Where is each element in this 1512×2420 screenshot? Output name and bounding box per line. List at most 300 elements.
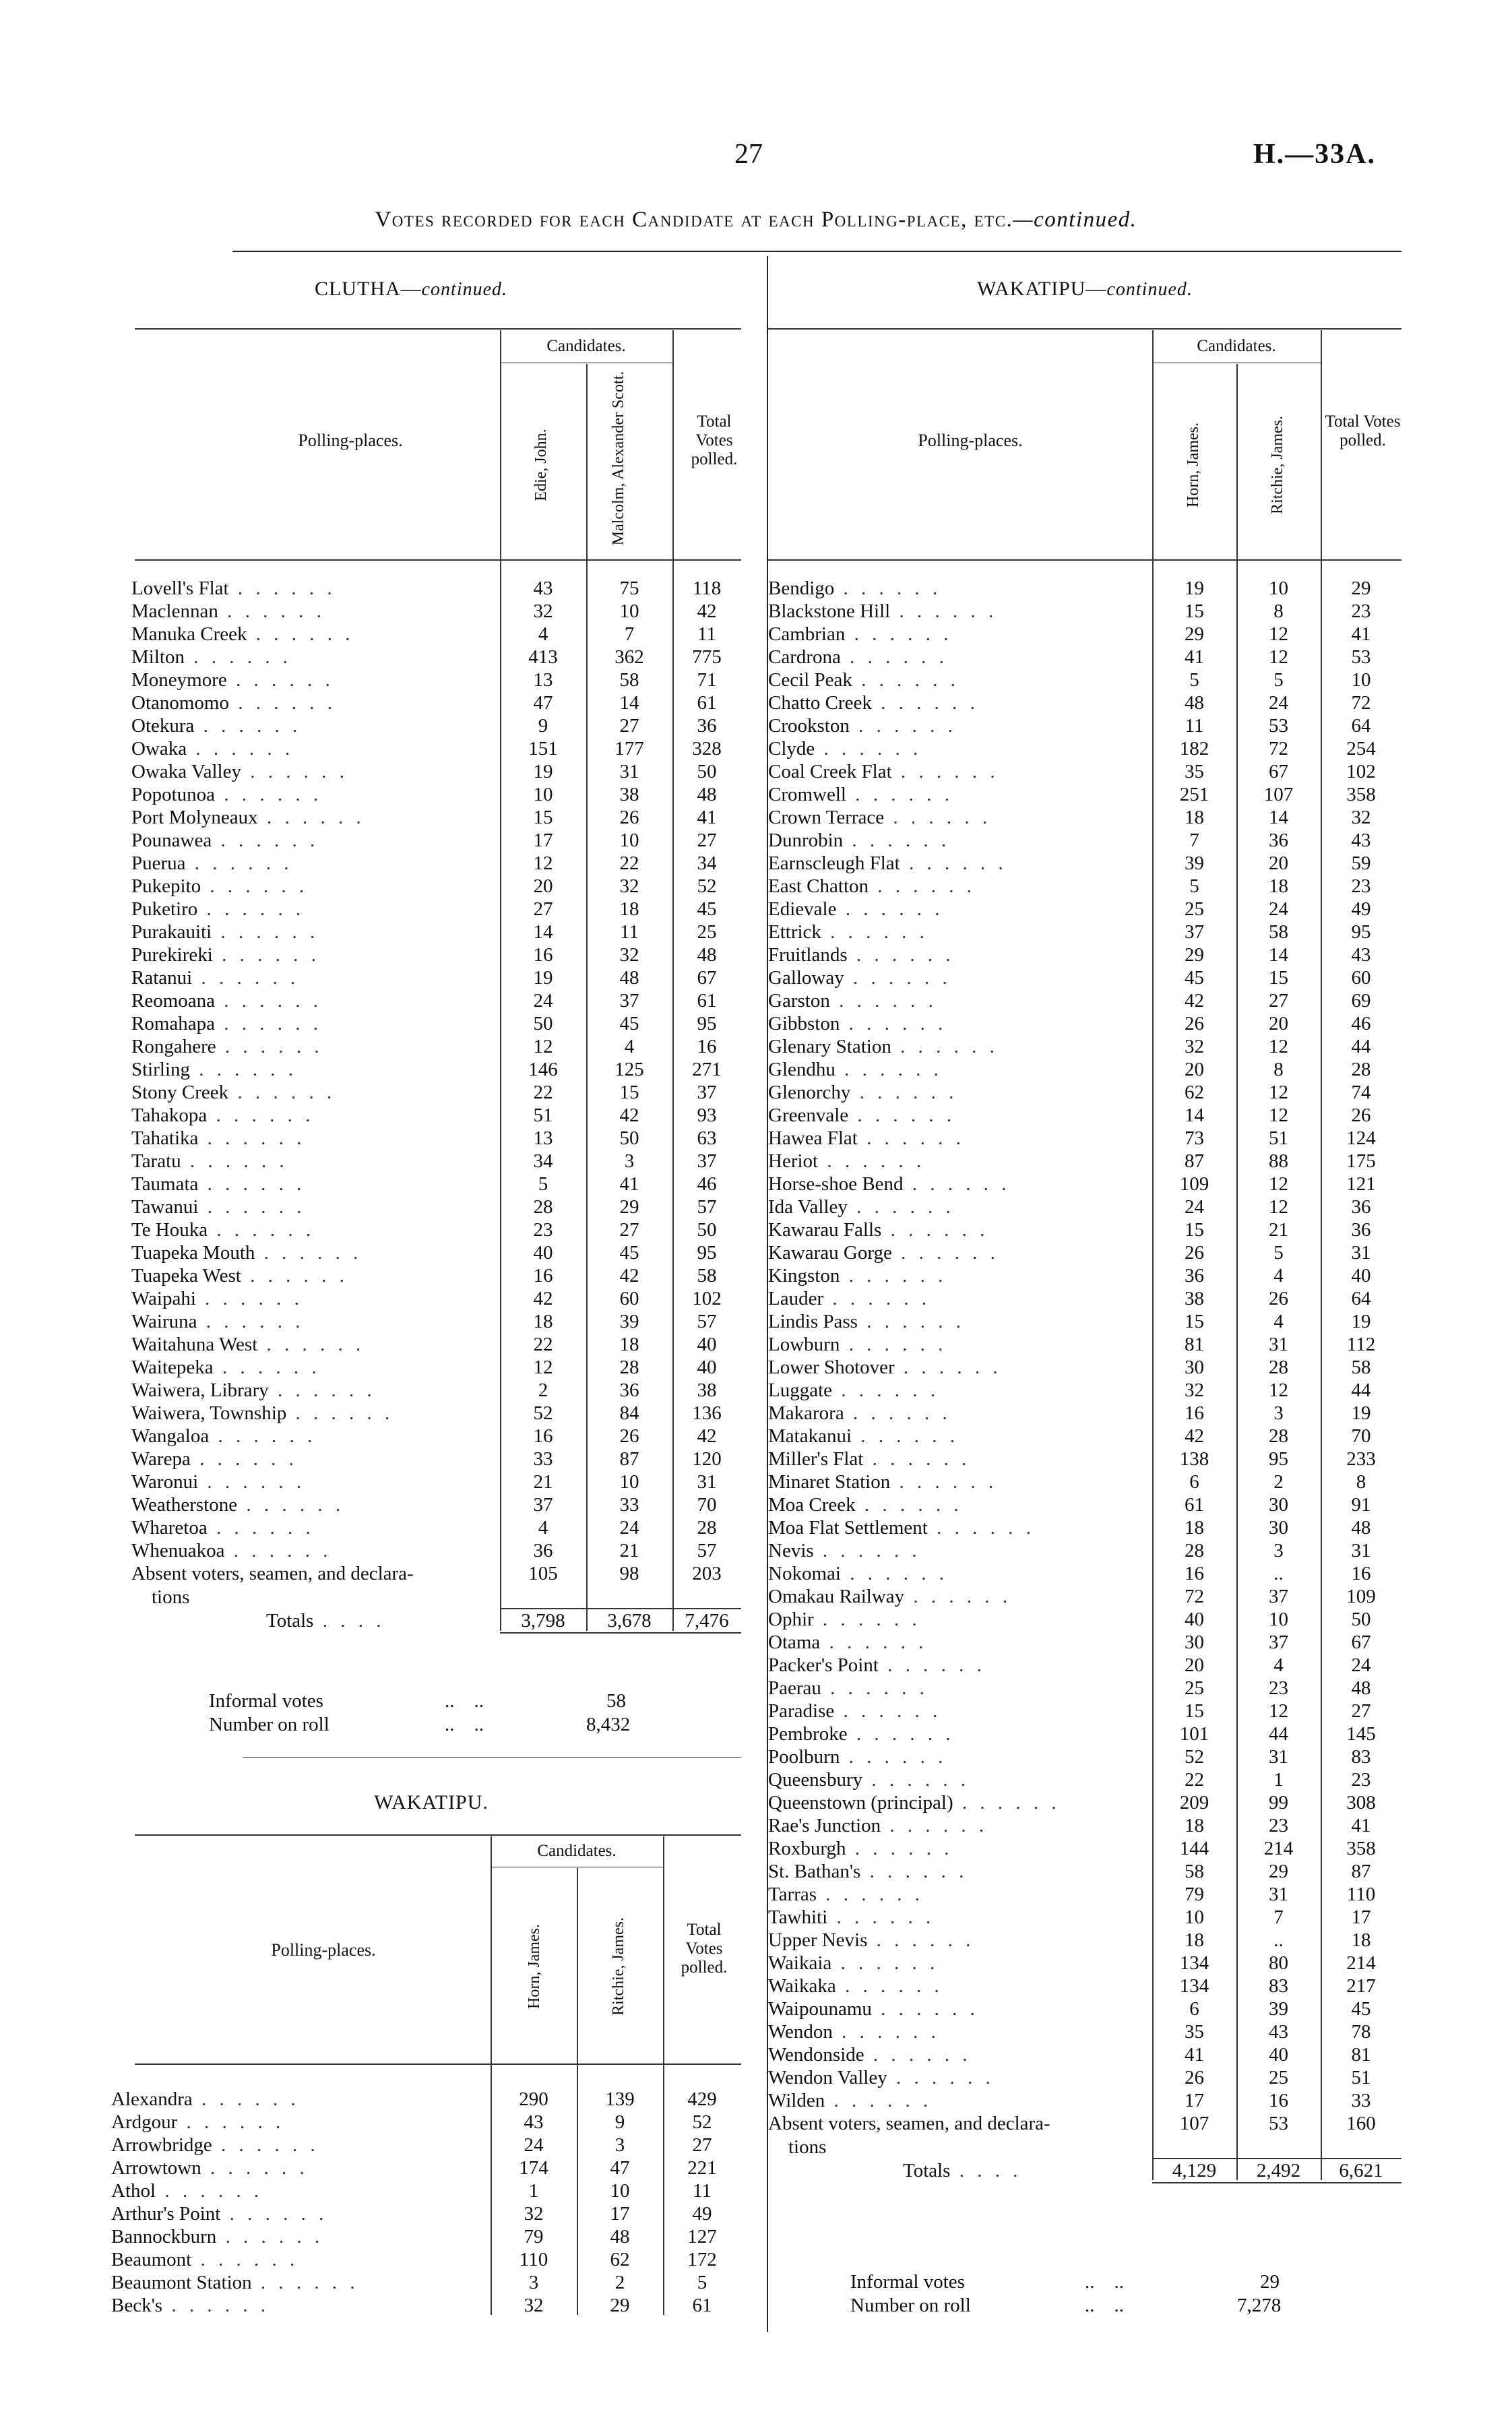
- totals-candidate-1: 3,798: [500, 1609, 586, 1633]
- candidate-1-votes: 28: [1185, 1540, 1204, 1561]
- polling-place: [131, 1539, 500, 1562]
- total-votes: 33: [1351, 2090, 1371, 2111]
- wakatipu-cont-candidate-1: Horn, James.: [1185, 423, 1202, 507]
- total-votes: 61: [697, 990, 717, 1012]
- polling-place: [768, 1539, 1152, 1562]
- clutha-informal-value: 58: [606, 1690, 626, 1712]
- polling-place-name: Poolburn: [768, 1746, 840, 1768]
- totals-label: [131, 1609, 500, 1633]
- polling-place-name: Lauder: [768, 1288, 824, 1309]
- table-row: [131, 1539, 741, 1562]
- dot-leader: . . . . . .: [836, 1975, 943, 1997]
- wakatipu-cont-total-label: Total Votes polled.: [1325, 412, 1401, 449]
- candidate-2-votes: 30: [1269, 1517, 1288, 1539]
- absent-voters-label: Absent voters, seamen, and declara-: [768, 2113, 1050, 2134]
- table-row: [768, 1975, 1401, 1997]
- polling-place: [768, 1906, 1152, 1929]
- dot-leader: . . . . . .: [857, 1127, 965, 1149]
- candidate-1-votes: 18: [533, 1311, 553, 1332]
- candidate-1-votes: 251: [1179, 784, 1209, 805]
- polling-place-name: Waikaka: [768, 1975, 836, 1997]
- polling-place: [768, 1196, 1152, 1218]
- dot-leader: . . . . . .: [255, 1242, 363, 1264]
- candidate-2-votes: 32: [619, 944, 639, 966]
- table-row: [768, 1104, 1401, 1127]
- wakatipu-cont-header-top-rule: [768, 328, 1401, 330]
- table-row: [131, 1127, 741, 1150]
- polling-place: [131, 1470, 500, 1493]
- candidate-1-votes: 182: [1179, 738, 1209, 759]
- candidate-2-votes: 31: [1269, 1884, 1288, 1905]
- polling-place-name: Waikaia: [768, 1952, 832, 1974]
- table-row: [131, 966, 741, 989]
- table-row: [768, 1700, 1401, 1723]
- candidate-2-votes: 26: [619, 1425, 639, 1447]
- polling-place-name: Moneymore: [131, 669, 227, 691]
- table-row: [768, 760, 1401, 783]
- polling-place: [768, 1356, 1152, 1379]
- candidate-1-votes: 134: [1179, 1975, 1209, 1997]
- candidate-1-votes: 5: [1189, 669, 1199, 691]
- table-row: [768, 1860, 1401, 1883]
- candidate-2-votes: 2: [615, 2272, 625, 2293]
- polling-place: [768, 1333, 1152, 1356]
- polling-place: [768, 2020, 1152, 2043]
- total-votes: 28: [697, 1517, 717, 1539]
- polling-place-name: Luggate: [768, 1379, 833, 1401]
- polling-place: [768, 829, 1152, 852]
- candidate-2-votes: 44: [1269, 1723, 1288, 1745]
- polling-place: [131, 943, 500, 966]
- absent-candidate-1: 107: [1179, 2113, 1209, 2134]
- total-votes: 91: [1351, 1494, 1371, 1516]
- table-row: [768, 1150, 1401, 1173]
- dot-leader: . . . . . .: [844, 1402, 951, 1424]
- dot-leader: . . . . . .: [903, 1173, 1011, 1195]
- table-row: [131, 1150, 741, 1173]
- candidate-1-votes: 20: [533, 875, 553, 897]
- candidate-2-votes: 22: [619, 852, 639, 874]
- total-votes: 31: [1351, 1540, 1371, 1561]
- total-votes: 61: [697, 692, 717, 714]
- polling-place: [768, 1058, 1152, 1081]
- candidate-2-votes: 53: [1269, 715, 1288, 737]
- table-row: [111, 2157, 741, 2179]
- dot-leader: . . . . . .: [852, 669, 959, 691]
- table-row: [131, 1104, 741, 1127]
- table-row: [111, 2111, 741, 2134]
- polling-place-name: Ratanui: [131, 967, 193, 989]
- absent-voters-row-cont: [768, 2135, 1401, 2159]
- table-row: [131, 600, 741, 623]
- candidate-1-votes: 16: [533, 1265, 553, 1286]
- empty-cell: [1321, 2135, 1401, 2159]
- table-row: [768, 1654, 1401, 1677]
- total-votes: 271: [692, 1059, 722, 1080]
- polling-place: [768, 1883, 1152, 1906]
- clutha-header-top-rule: [135, 328, 741, 330]
- candidate-1-votes: 34: [533, 1150, 553, 1172]
- dot-leader: . . . . . .: [840, 1013, 947, 1034]
- candidate-2-votes: 41: [619, 1173, 639, 1195]
- dot-leader: . . . . . .: [815, 738, 922, 759]
- total-votes: 254: [1346, 738, 1376, 759]
- total-votes: 102: [1346, 761, 1376, 782]
- polling-place-name: Ardgour: [111, 2111, 178, 2133]
- total-votes: 127: [687, 2226, 717, 2247]
- candidate-1-votes: 14: [1185, 1105, 1204, 1126]
- candidate-2-votes: 24: [1269, 898, 1288, 920]
- polling-place-name: Manuka Creek: [131, 623, 247, 645]
- total-votes: 429: [687, 2088, 717, 2110]
- candidate-2-votes: 32: [619, 875, 639, 897]
- candidate-2-votes: 10: [1269, 578, 1288, 599]
- dot-leader: . . . . . .: [840, 646, 948, 668]
- clutha-header-bottom-rule: [135, 559, 741, 561]
- polling-place: [768, 852, 1152, 875]
- polling-place: [131, 875, 500, 898]
- candidate-2-votes: 29: [619, 1196, 639, 1218]
- total-votes: 5: [697, 2272, 707, 2293]
- candidate-1-votes: 26: [1185, 2067, 1204, 2088]
- dot-leader: . . . . . .: [829, 990, 937, 1012]
- dot-leader: . . . . . .: [228, 1082, 336, 1103]
- polling-place-name: Arthur's Point: [111, 2203, 221, 2225]
- candidate-2-votes: 8: [1273, 1059, 1284, 1080]
- dot-leader: . . . . . .: [201, 2157, 309, 2179]
- candidate-2-votes: 125: [615, 1059, 644, 1080]
- dot-leader: . . . . . .: [228, 578, 336, 599]
- candidate-1-votes: 12: [533, 1357, 553, 1378]
- table-row: [131, 852, 741, 875]
- polling-place-name: Warepa: [131, 1448, 191, 1470]
- clutha-polling-label: Polling-places.: [298, 431, 403, 450]
- candidate-1-votes: 10: [533, 784, 553, 805]
- candidate-2-votes: 4: [1273, 1311, 1284, 1332]
- candidate-1-votes: 36: [1185, 1265, 1204, 1286]
- dot-leader: . . . . . .: [847, 944, 955, 966]
- dot-leader: . . . . . .: [836, 898, 944, 920]
- table-row: [768, 737, 1401, 760]
- candidate-2-votes: 12: [1269, 623, 1288, 645]
- table-row: [131, 1196, 741, 1218]
- polling-place-name: Upper Nevis: [768, 1929, 868, 1951]
- table-row: [131, 1012, 741, 1035]
- candidate-2-votes: 7: [624, 623, 635, 645]
- total-votes: 36: [1351, 1219, 1371, 1241]
- total-votes: 102: [692, 1288, 722, 1309]
- polling-place: [111, 2157, 491, 2179]
- dot-leader: . . . . . .: [212, 944, 320, 966]
- polling-place: [768, 1241, 1152, 1264]
- polling-place: [768, 1287, 1152, 1310]
- dot-leader: . . . . . .: [216, 2226, 324, 2247]
- dot-leader: . . . . . .: [848, 1105, 956, 1126]
- absent-candidate-2: 98: [619, 1563, 639, 1584]
- polling-place-name: Athol: [111, 2180, 156, 2202]
- table-row: [131, 1058, 741, 1081]
- polling-place-name: Puerua: [131, 852, 186, 874]
- table-row: [768, 1058, 1401, 1081]
- dot-leader: . . . . . .: [904, 1586, 1012, 1607]
- polling-place-name: Crookston: [768, 715, 850, 737]
- candidate-2-votes: 12: [1269, 1082, 1288, 1103]
- total-votes: 50: [697, 761, 717, 782]
- totals-text: Totals: [903, 2160, 951, 2181]
- polling-place-name: Waronui: [131, 1471, 199, 1493]
- total-votes: 49: [1351, 898, 1371, 920]
- polling-place-name: Cambrian: [768, 623, 846, 645]
- polling-place: [768, 1402, 1152, 1425]
- candidate-2-votes: 21: [619, 1540, 639, 1561]
- total-votes: 40: [1351, 1265, 1371, 1286]
- total-votes: 328: [692, 738, 722, 759]
- candidate-1-votes: 35: [1185, 2021, 1204, 2043]
- table-row: [768, 1493, 1401, 1516]
- candidate-1-votes: 15: [1185, 1311, 1204, 1332]
- candidate-2-votes: 107: [1263, 784, 1294, 805]
- candidate-2-votes: 42: [619, 1265, 639, 1286]
- total-votes: 87: [1351, 1861, 1371, 1882]
- dot-leader: . . . . . .: [927, 1517, 1035, 1539]
- total-votes: 36: [1351, 1196, 1371, 1218]
- polling-place-name: Fruitlands: [768, 944, 848, 966]
- table-row: [131, 943, 741, 966]
- candidate-1-votes: 25: [1185, 898, 1204, 920]
- table-row: [768, 1585, 1401, 1608]
- polling-place: [768, 898, 1152, 921]
- table-row: [768, 669, 1401, 691]
- polling-place: [131, 1516, 500, 1539]
- table-row: [768, 600, 1401, 623]
- candidate-2-votes: 20: [1269, 1013, 1288, 1034]
- candidate-1-votes: 41: [1185, 2044, 1204, 2066]
- table-row: [131, 714, 741, 737]
- dot-leader: . . . . . .: [843, 830, 951, 851]
- polling-place-name: Arrowbridge: [111, 2134, 212, 2156]
- polling-place: [131, 1058, 500, 1081]
- page-title: [0, 208, 1512, 232]
- total-votes: 214: [1346, 1952, 1376, 1974]
- total-votes: 217: [1346, 1975, 1376, 1997]
- polling-place: [131, 1127, 500, 1150]
- totals-all: 6,621: [1321, 2159, 1401, 2183]
- candidate-2-votes: 10: [619, 830, 639, 851]
- polling-place-name: Owaka: [131, 738, 187, 759]
- dot-leader: . . . . . .: [192, 2088, 300, 2110]
- total-votes: 48: [697, 944, 717, 966]
- candidate-2-votes: 58: [619, 669, 639, 691]
- table-row: [768, 1677, 1401, 1700]
- polling-place: [768, 1081, 1152, 1104]
- polling-place: [768, 1310, 1152, 1333]
- dot-leader: . . . . . .: [190, 1059, 298, 1080]
- dot-leader: . . . . . .: [197, 1311, 305, 1332]
- dot-leader: . . . . . .: [257, 1334, 365, 1355]
- total-votes: 32: [1351, 807, 1371, 828]
- dot-leader: . . . . . .: [840, 1563, 948, 1584]
- absent-voters-label-cont: tions: [788, 2136, 827, 2158]
- candidate-1-votes: 40: [533, 1242, 553, 1264]
- polling-place: [131, 921, 500, 943]
- total-votes: 59: [1351, 852, 1371, 874]
- candidate-2-votes: 20: [1269, 852, 1288, 874]
- total-votes: 27: [692, 2134, 712, 2156]
- polling-place-name: Weatherstone: [131, 1494, 238, 1516]
- total-votes: 172: [687, 2249, 717, 2270]
- candidate-2-votes: 39: [1269, 1998, 1288, 2020]
- polling-place: [768, 600, 1152, 623]
- table-row: [768, 1562, 1401, 1585]
- total-votes: 95: [697, 1242, 717, 1264]
- table-row: [768, 829, 1401, 852]
- table-row: [111, 2088, 741, 2111]
- page-number: 27: [734, 139, 763, 170]
- dot-leader: . . . . . .: [209, 1425, 317, 1447]
- table-row: [131, 1356, 741, 1379]
- candidate-1-votes: 12: [533, 852, 553, 874]
- candidate-1-votes: 18: [1185, 807, 1204, 828]
- polling-place: [131, 1379, 500, 1402]
- table-row: [131, 737, 741, 760]
- candidate-1-votes: 42: [1185, 990, 1204, 1012]
- table-row: [768, 2066, 1401, 2089]
- candidate-1-votes: 50: [533, 1013, 553, 1034]
- table-row: [131, 1402, 741, 1425]
- table-row: [131, 1333, 741, 1356]
- candidate-2-votes: 37: [619, 990, 639, 1012]
- table-row: [768, 921, 1401, 943]
- table-row: [111, 2294, 741, 2317]
- candidate-1-votes: 52: [533, 1402, 553, 1424]
- total-votes: 52: [692, 2111, 712, 2133]
- candidate-2-votes: 67: [1269, 761, 1288, 782]
- polling-place: [131, 806, 500, 829]
- polling-place-name: Cecil Peak: [768, 669, 852, 691]
- candidate-1-votes: 79: [524, 2226, 544, 2247]
- candidate-2-votes: 26: [619, 807, 639, 828]
- total-votes: 67: [1351, 1632, 1371, 1653]
- polling-place-name: Paerau: [768, 1677, 821, 1699]
- table-row: [768, 852, 1401, 875]
- polling-place: [768, 2066, 1152, 2089]
- candidate-2-votes: 29: [1269, 1861, 1288, 1882]
- candidate-2-votes: 24: [1269, 692, 1288, 714]
- candidate-1-votes: 413: [528, 646, 558, 668]
- wakatipu-cont-polling-label: Polling-places.: [918, 431, 1023, 450]
- polling-place: [768, 737, 1152, 760]
- table-row: [768, 1333, 1401, 1356]
- polling-place: [131, 1104, 500, 1127]
- clutha-roll-label: Number on roll: [209, 1714, 329, 1735]
- polling-place-name: Nevis: [768, 1540, 814, 1561]
- total-votes: 44: [1351, 1036, 1371, 1057]
- table-row: [131, 669, 741, 691]
- polling-place: [131, 1264, 500, 1287]
- candidate-2-votes: 18: [619, 1334, 639, 1355]
- total-votes: 16: [697, 1036, 717, 1057]
- polling-place-name: Port Molyneaux: [131, 807, 258, 828]
- polling-place-name: Chatto Creek: [768, 692, 872, 714]
- polling-place: [131, 691, 500, 714]
- table-row: [131, 1241, 741, 1264]
- polling-place-name: Roxburgh: [768, 1838, 846, 1859]
- candidate-1-votes: 87: [1185, 1150, 1204, 1172]
- totals-row: [768, 2159, 1401, 2183]
- polling-place-name: Heriot: [768, 1150, 819, 1172]
- polling-place-name: Owaka Valley: [131, 761, 241, 782]
- candidate-2-votes: 14: [1269, 807, 1288, 828]
- table-row: [768, 1929, 1401, 1952]
- total-votes: 31: [1351, 1242, 1371, 1264]
- polling-place: [768, 1562, 1152, 1585]
- polling-place: [131, 1425, 500, 1448]
- polling-place-name: Pounawea: [131, 830, 212, 851]
- dot-leader: . . . . . .: [208, 1219, 315, 1241]
- table-row: [131, 646, 741, 669]
- candidate-1-votes: 79: [1185, 1884, 1204, 1905]
- candidate-1-votes: 29: [1185, 623, 1204, 645]
- polling-place: [768, 669, 1152, 691]
- absent-voters-row: [768, 2112, 1401, 2135]
- dot-leader: . . . . . .: [894, 1357, 1002, 1378]
- dot-leader: . . . .: [313, 1610, 385, 1632]
- total-votes: 23: [1351, 1769, 1371, 1791]
- total-votes: 41: [1351, 623, 1371, 645]
- polling-place: [768, 691, 1152, 714]
- candidate-1-votes: 15: [1185, 1219, 1204, 1241]
- dot-leader: . . . . . .: [198, 1196, 306, 1218]
- table-row: [768, 1723, 1401, 1745]
- polling-place: [768, 1516, 1152, 1539]
- total-votes: 37: [697, 1150, 717, 1172]
- candidate-1-votes: 38: [1185, 1288, 1204, 1309]
- candidate-2-votes: 31: [619, 761, 639, 782]
- candidate-2-votes: 12: [1269, 1196, 1288, 1218]
- table-row: [768, 646, 1401, 669]
- polling-place: [768, 1723, 1152, 1745]
- polling-place: [768, 943, 1152, 966]
- polling-place: [768, 1814, 1152, 1837]
- candidate-2-votes: 31: [1269, 1334, 1288, 1355]
- total-votes: 10: [1351, 669, 1371, 691]
- total-votes: 19: [1351, 1311, 1371, 1332]
- polling-place: [131, 1310, 500, 1333]
- polling-place: [131, 714, 500, 737]
- total-votes: 57: [697, 1196, 717, 1218]
- candidate-2-votes: 12: [1269, 646, 1288, 668]
- total-votes: 43: [1351, 830, 1371, 851]
- absent-total: 203: [692, 1563, 722, 1584]
- table-row: [131, 1173, 741, 1196]
- total-votes: 46: [697, 1173, 717, 1195]
- total-votes: 71: [697, 669, 717, 691]
- candidate-2-votes: 43: [1269, 2021, 1288, 2043]
- polling-place: [768, 1768, 1152, 1791]
- total-votes: 120: [692, 1448, 722, 1470]
- wakatipu-header-top-rule: [135, 1834, 741, 1836]
- polling-place-name: Greenvale: [768, 1105, 849, 1126]
- polling-place-name: Lowburn: [768, 1334, 840, 1355]
- total-votes: 64: [1351, 715, 1371, 737]
- polling-place: [131, 898, 500, 921]
- dot-leader: . . . . . .: [237, 1494, 345, 1516]
- total-votes: 45: [697, 898, 717, 920]
- candidate-1-votes: 25: [1185, 1677, 1204, 1699]
- dot-leader: . . . . . .: [162, 2295, 270, 2316]
- dot-leader: . . . . . .: [846, 784, 953, 805]
- polling-place: [111, 2248, 491, 2271]
